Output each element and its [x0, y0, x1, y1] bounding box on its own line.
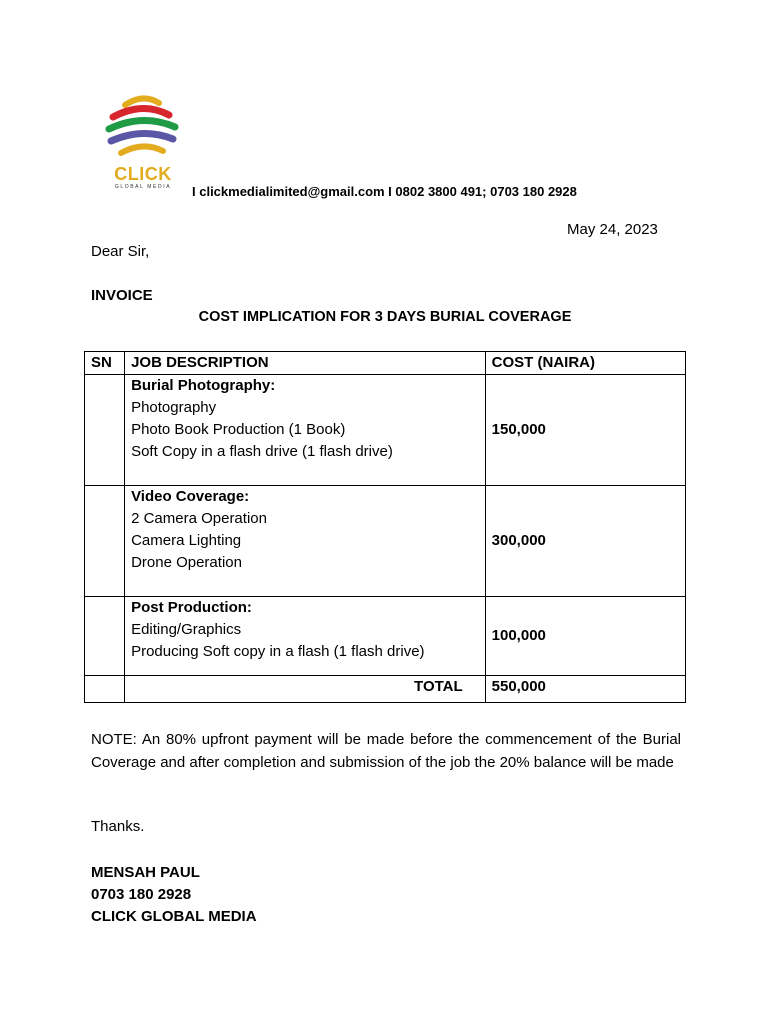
logo-wordmark: CLICK	[114, 164, 172, 184]
invoice-subject: COST IMPLICATION FOR 3 DAYS BURIAL COVERAGE	[198, 309, 572, 325]
header-sn: SN	[85, 352, 125, 375]
globe-logo-icon	[103, 95, 183, 165]
line-item: Camera Lighting	[131, 532, 242, 549]
line-item: Producing Soft copy in a flash (1 flash drive)	[131, 643, 425, 660]
table-row	[85, 597, 686, 676]
table-row	[85, 375, 686, 486]
line-item: Drone Operation	[131, 554, 242, 571]
contact-line: I clickmedialimited@gmail.com I 0802 3800 491; 0703 180 2928	[192, 184, 577, 199]
section-title: Video Coverage:	[131, 488, 250, 505]
row-sn	[85, 597, 125, 676]
row-sn	[85, 375, 125, 486]
total-value: 550,000	[485, 676, 685, 703]
signatory-phone: 0703 180 2928	[91, 886, 192, 903]
row-description	[125, 597, 486, 676]
letter-date: May 24, 2023	[567, 221, 658, 238]
header-cost: COST (NAIRA)	[485, 352, 685, 375]
row-cost: 300,000	[485, 486, 685, 597]
line-item: Soft Copy in a flash drive (1 flash drive)	[131, 443, 393, 460]
row-sn	[85, 486, 125, 597]
signature-block	[91, 862, 257, 928]
document-label: INVOICE	[91, 287, 153, 304]
total-label: TOTAL	[125, 676, 486, 703]
table-header-row	[85, 352, 686, 375]
line-item: Photography	[131, 399, 217, 416]
invoice-table	[84, 351, 686, 703]
company-logo	[103, 95, 183, 195]
line-item: Editing/Graphics	[131, 621, 242, 638]
section-title: Burial Photography:	[131, 377, 276, 394]
line-item: Photo Book Production (1 Book)	[131, 421, 346, 438]
payment-note: NOTE: An 80% upfront payment will be made before the commencement of the Burial Coverage and after completion and submission of the job the 20% balance will be made	[91, 731, 681, 771]
closing-text: Thanks.	[91, 818, 145, 835]
section-title: Post Production:	[131, 599, 252, 616]
row-description	[125, 375, 486, 486]
header-description: JOB DESCRIPTION	[125, 352, 486, 375]
greeting: Dear Sir,	[91, 243, 150, 260]
total-row	[85, 676, 686, 703]
signatory-company: CLICK GLOBAL MEDIA	[91, 908, 257, 925]
total-sn-cell	[85, 676, 125, 703]
row-cost: 150,000	[485, 375, 685, 486]
row-description	[125, 486, 486, 597]
table-row	[85, 486, 686, 597]
line-item: 2 Camera Operation	[131, 510, 267, 527]
logo-tagline: GLOBAL MEDIA	[114, 184, 172, 190]
row-cost: 100,000	[485, 597, 685, 676]
signatory-name: MENSAH PAUL	[91, 864, 200, 881]
